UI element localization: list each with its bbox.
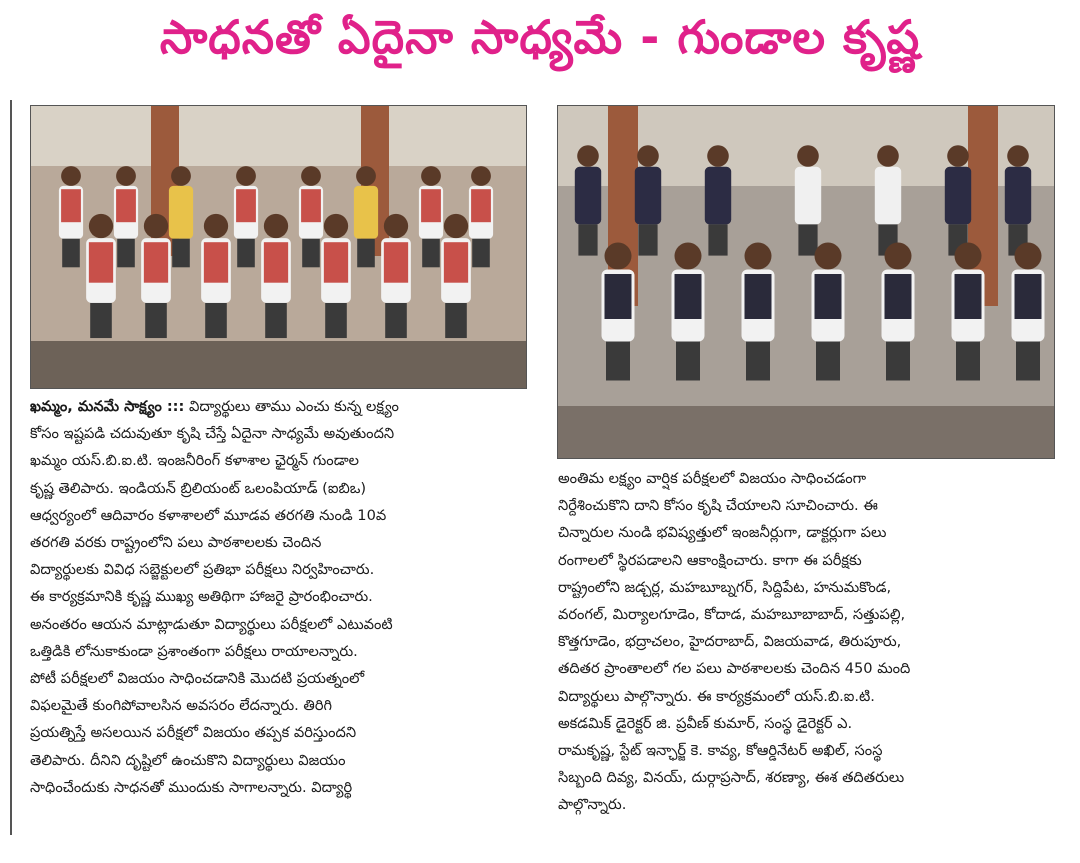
photo-left [30, 105, 527, 389]
article-line: తరగతి వరకు రాష్ట్రంలోని పలు పాఠశాలలకు చెందిన [30, 534, 322, 552]
article-line: సాధించేందుకు సాధనతో ముందుకు సాగాలన్నారు. విద్యార్థి [30, 778, 353, 796]
article-line: పోటీ పరీక్షలలో విజయం సాధించడానికి మొదటి ప్రయత్నంలో [30, 670, 365, 688]
article-line: తెలిపారు. దీనిని దృష్టిలో ఉంచుకొని విద్యార్థులు విజయం [30, 751, 346, 769]
article-line: అకడమిక్ డైరెక్టర్ జి. ప్రవీణ్ కుమార్, సంస్థ డైరెక్టర్ ఎ. [558, 714, 853, 732]
article-line: ఖమ్మం యస్.బి.ఐ.టి. ఇంజనీరింగ్ కళాశాల ఛైర్మన్ గుండాల [30, 452, 359, 470]
article-text: విద్యార్థులు తాము ఎంచు కున్న లక్ష్యం [184, 398, 399, 415]
article-line: ఈ కార్యక్రమానికి కృష్ణ ముఖ్య అతిథిగా హాజరై ప్రారంభించారు. [30, 588, 373, 606]
article-line: కోసం ఇష్టపడి చదువుతూ కృషి చేస్తే ఏదైనా సాధ్యమే అవుతుందని [30, 425, 395, 443]
article-line: సిబ్బంది దివ్య, వినయ్, దుర్గాప్రసాద్, శరణ్యా, ఈశ తదితరులు [558, 769, 905, 787]
article-line: విద్యార్థులు పాల్గొన్నారు. ఈ కార్యక్రమంలో యస్.బి.ఐ.టి. [558, 687, 875, 705]
article-line [30, 393, 527, 420]
dateline: ఖమ్మం, మనమే సాక్ష్యం ::: [30, 398, 185, 415]
article-line: రామకృష్ణ, స్టేట్ ఇన్ఛార్జ్ కె. కావ్య, కోఆర్డినేటర్ అఖిల్, సంస్థ [558, 742, 883, 760]
article-line: ఆధ్వర్యంలో ఆదివారం కళాశాలలో మూడవ తరగతి నుండి 10వ [30, 506, 387, 524]
article-line: కొత్తగూడెం, భద్రాచలం, హైదరాబాద్, విజయవాడ, తిరుపూరు, [558, 633, 902, 651]
article-line: తదితర ప్రాంతాలలో గల పలు పాఠశాలలకు చెందిన 450 మంది [558, 660, 911, 678]
article-line: రాష్ట్రంలోని జడ్చర్ల, మహబూబ్నగర్, సిద్దిపేట, హనుమకొండ, [558, 578, 892, 596]
article-line: వరంగల్, మిర్యాలగూడెం, కోదాడ, మహబూబాబాద్, సత్తుపల్లి, [558, 606, 906, 624]
article-line: నిర్దేశించుకొని దాని కోసం కృషి చేయాలని సూచించారు. ఈ [558, 497, 878, 515]
article-line: చిన్నారుల నుండి భవిష్యత్తులో ఇంజనీర్లుగా, డాక్టర్లుగా పలు [558, 524, 887, 542]
headline: సాధనతో ఏదైనా సాధ్యమే - గుండాల కృష్ణ [159, 10, 921, 64]
article-line: ఒత్తిడికి లోనుకాకుండా ప్రశాంతంగా పరీక్షలు రాయాలన్నారు. [30, 642, 358, 660]
group-photo-students [31, 106, 526, 388]
article-line: ప్రయత్నిస్తే అసలయిన పరీక్షలో విజయం తప్పక వరిస్తుందని [30, 724, 357, 742]
article-column-left [30, 393, 527, 848]
article-line: కృష్ణ తెలిపారు. ఇండియన్ బ్రిలియంట్ ఒలంపియాడ్ (ఐబిఒ) [30, 479, 367, 497]
article-column-right [558, 465, 1054, 855]
article-line: అనంతరం ఆయన మాట్లాడుతూ విద్యార్థులు పరీక్షలలో ఎటువంటి [30, 615, 393, 633]
article-line: అంతిమ లక్ష్యం వార్షిక పరీక్షలలో విజయం సాధించడంగా [558, 470, 867, 487]
photo-right [557, 105, 1055, 459]
article-line: రంగాలలో స్థిరపడాలని ఆకాంక్షించారు. కాగా ఈ పరీక్షకు [558, 551, 862, 569]
article-line: విఫలమైతే కుంగిపోవాలసిన అవసరం లేదన్నారు. తిరిగి [30, 697, 332, 715]
article-line: విద్యార్థులకు వివిధ సబ్జెక్టులలో ప్రతిభా పరీక్షలు నిర్వహించారు. [30, 561, 375, 579]
group-photo-students-certificates [558, 106, 1054, 458]
column-rule [10, 100, 12, 835]
article-line: పాల్గొన్నారు. [558, 796, 627, 814]
